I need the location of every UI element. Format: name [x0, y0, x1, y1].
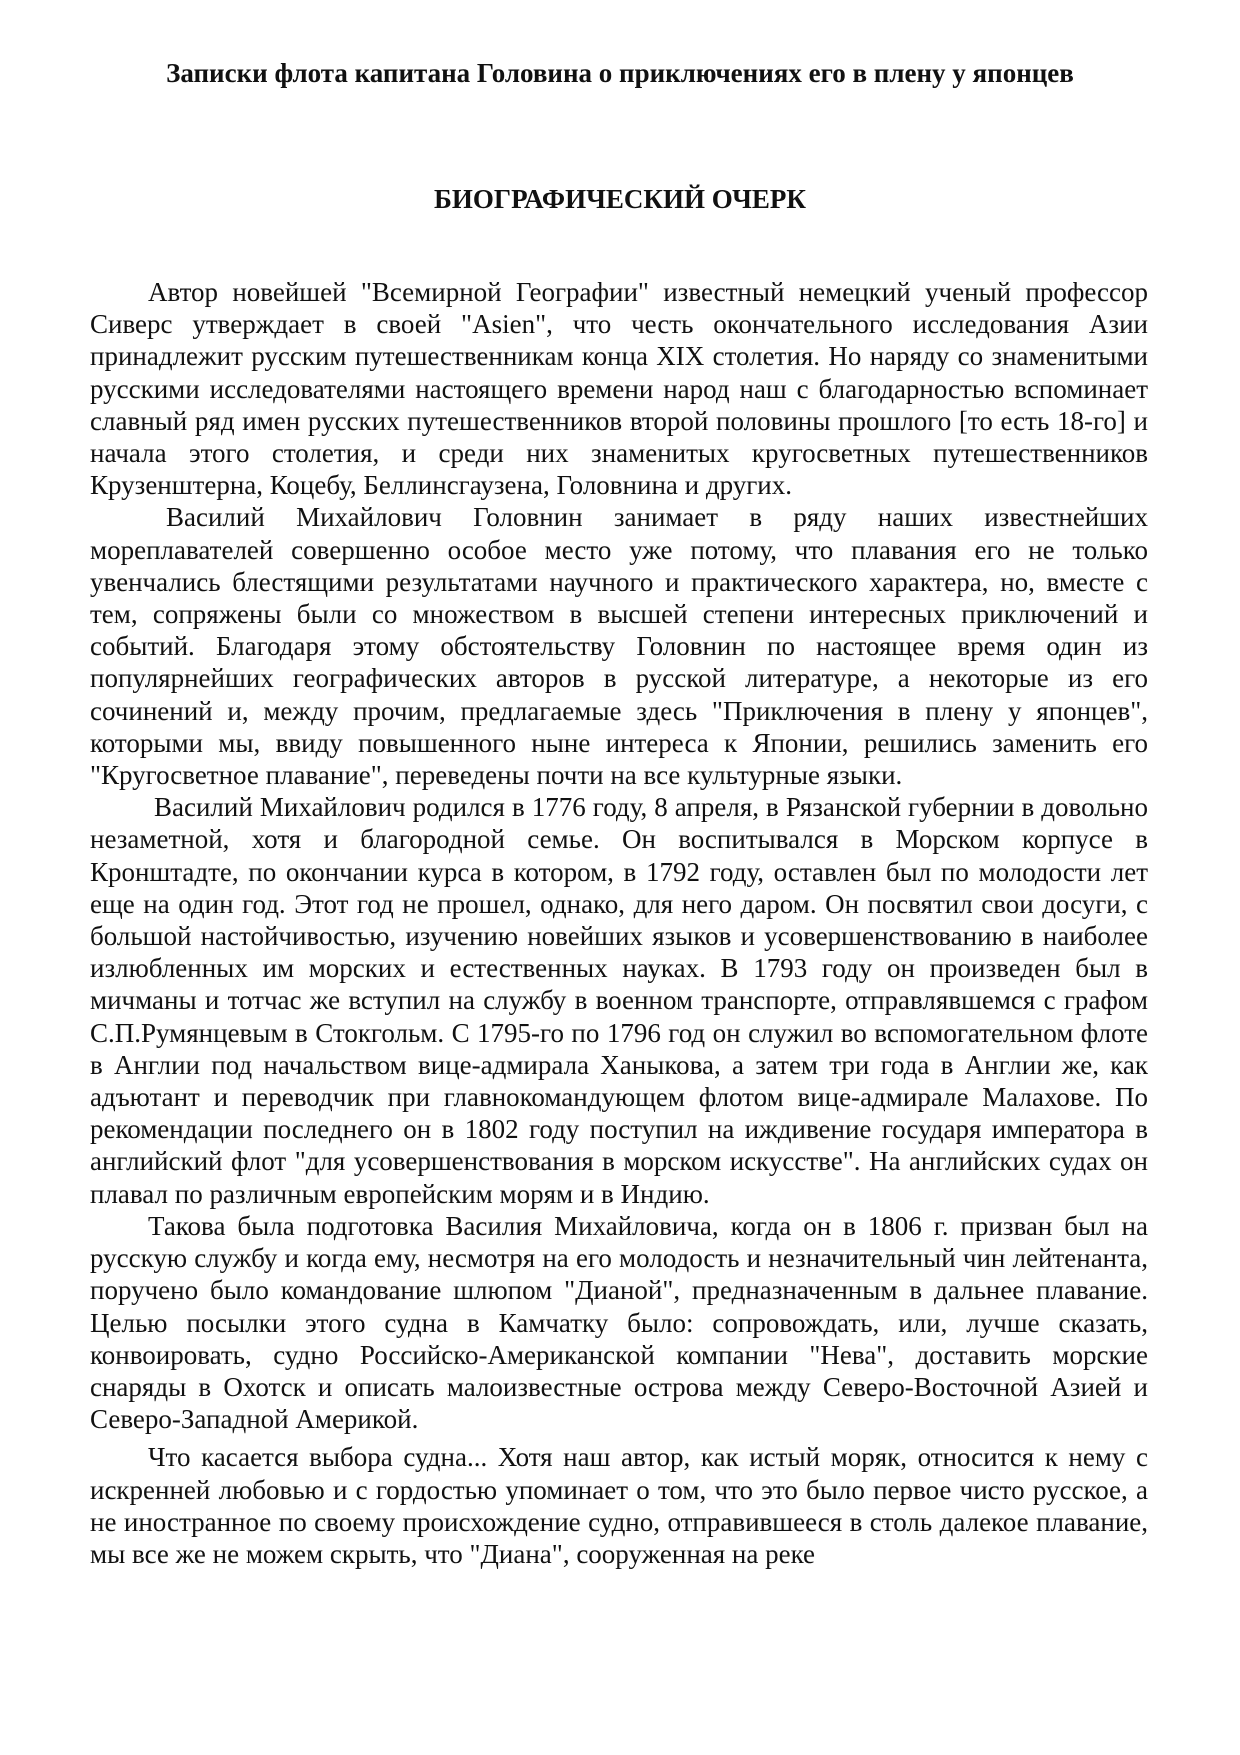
body-text: [90, 276, 1148, 1570]
paragraph-1: Автор новейшей "Всемирной Географии" известный немецкий ученый профессор Сиверс утверждает в своей "Asien", что честь окончательного исследования Азии принадлежит русским путешественникам конца XIX столетия. Но наряду со знаменитыми русскими исследователями настоящего времени народ наш с благодарностью вспоминает славный ряд имен русских путешественников второй половины прошлого [то есть 18-го] и начала этого столетия, и среди них знаменитых кругосветных путешественников Крузенштерна, Коцебу, Беллинсгаузена, Головнина и других.: [90, 277, 1148, 501]
paragraph-2: Василий Михайлович Головнин занимает в ряду наших известнейших мореплавателей совершенно особое место уже потому, что плавания его не только увенчались блестящими результатами научного и практического характера, но, вместе с тем, сопряжены были со множеством в высшей степени интересных приключений и событий. Благодаря этому обстоятельству Головнин по настоящее время один из популярнейших географических авторов в русской литературе, а некоторые из его сочинений и, между прочим, предлагаемые здесь "Приключения в плену у японцев", которыми мы, ввиду повышенного ныне интереса к Японии, решились заменить его "Кругосветное плавание", переведены почти на все культурные языки.: [90, 502, 1148, 791]
paragraph-5: Что касается выбора судна... Хотя наш автор, как истый моряк, относится к нему с искренней любовью и с гордостью упоминает о том, что это было первое чисто русское, а не иностранное по своему происхождение судно, отправившееся в столь далекое плавание, мы все же не можем скрыть, что "Диана", сооруженная на реке: [90, 1442, 1148, 1569]
section-heading: БИОГРАФИЧЕСКИЙ ОЧЕРК: [434, 184, 806, 214]
document-title: Записки флота капитана Головина о приключениях его в плену у японцев: [166, 58, 1074, 88]
paragraph-4: Такова была подготовка Василия Михайловича, когда он в 1806 г. призван был на русскую службу и когда ему, несмотря на его молодость и незначительный чин лейтенанта, поручено было командование шлюпом "Дианой", предназначенным в дальнее плавание. Целью посылки этого судна в Камчатку было: сопровождать, или, лучше сказать, конвоировать, судно Российско-Американской компании "Нева", доставить морские снаряды в Охотск и описать малоизвестные острова между Северо-Восточной Азией и Северо-Западной Америкой.: [90, 1210, 1148, 1435]
paragraph-3: Василий Михайлович родился в 1776 году, 8 апреля, в Рязанской губернии в довольно незаметной, хотя и благородной семье. Он воспитывался в Морском корпусе в Кронштадте, по окончании курса в котором, в 1792 году, оставлен был по молодости лет еще на один год. Этот год не прошел, однако, для него даром. Он посвятил свои досуги, с большой настойчивостью, изучению новейших языков и усовершенствованию в наиболее излюбленных им морских и естественных науках. В 1793 году он произведен был в мичманы и тотчас же вступил на службу в военном транспорте, отправлявшемся с графом С.П.Румянцевым в Стокгольм. С 1795-го по 1796 год он служил во вспомогательном флоте в Англии под начальством вице-адмирала Ханыкова, а затем три года в Англии же, как адъютант и переводчик при главнокомандующем флотом вице-адмирале Малахове. По рекомендации последнего он в 1802 году поступил на иждивение государя императора в английский флот "для усовершенствования в морском искусстве". На английских судах он плавал по различным европейским морям и в Индию.: [90, 792, 1148, 1209]
